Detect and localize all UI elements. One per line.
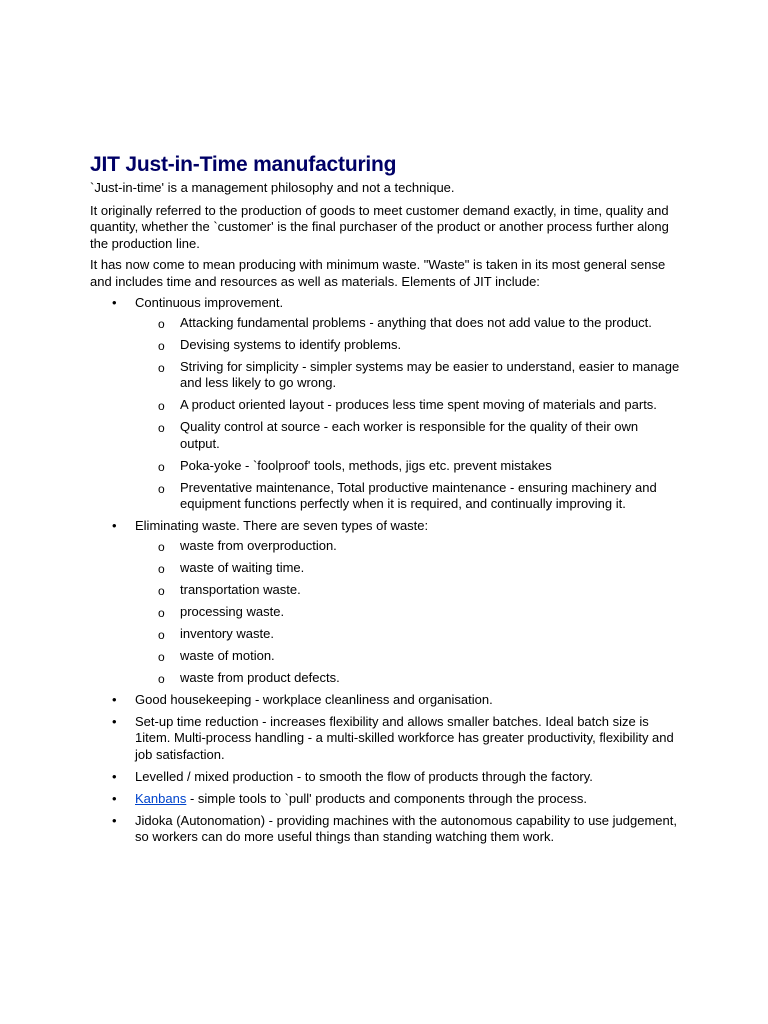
sublist-item [135,480,680,513]
circle-bullet-icon: o [158,399,165,413]
sublist-item-text: A product oriented layout - produces less time spent moving of materials and parts. [180,397,657,412]
list-item-eliminating-waste [90,518,680,686]
bullet-icon: • [112,691,117,707]
circle-bullet-icon: o [158,583,165,598]
sublist-waste-types [135,538,680,687]
sublist-item [135,315,680,332]
sublist-item [135,419,680,452]
sublist-item [135,538,680,555]
sublist-continuous-improvement [135,315,680,513]
list-item-good-housekeeping [90,692,680,709]
paragraph-definition: `Just-in-time' is a management philosophy and not a technique. [90,180,455,195]
sublist-item-text: Preventative maintenance, Total productive maintenance - ensuring machinery and equipment functions perfectly when it is required, and continually improving it. [180,479,657,511]
sublist-item [135,397,680,414]
circle-bullet-icon: o [158,316,165,331]
sublist-item-text: waste from product defects. [180,669,340,685]
circle-bullet-icon: o [158,360,165,375]
list-item-levelled-production [90,769,680,786]
bullet-icon: • [112,790,117,806]
sublist-item [135,626,680,643]
sublist-item-text: waste from overproduction. [180,537,337,553]
paragraph-origin: It originally referred to the production of goods to meet customer demand exactly, in time, quality and quantity, whether the `customer' is the final purchaser of the product or another process further along the production line. [90,202,669,251]
sublist-item-text: transportation waste. [180,581,301,597]
circle-bullet-icon: o [158,671,165,686]
list-item-jidoka [90,813,680,846]
list-item-text: Eliminating waste. There are seven types of waste: [135,518,429,533]
sublist-item-text: inventory waste. [180,625,274,641]
list-item-text: Set-up time reduction - increases flexibility and allows smaller batches. Ideal batch size is 1item. Multi-process handling - a multi-skilled workforce has greater productivity, flexibility and job satisfaction. [135,713,674,762]
sublist-item-text: waste of motion. [180,647,275,663]
bullet-icon: • [112,295,117,310]
circle-bullet-icon: o [158,539,165,554]
sublist-item [135,604,680,621]
list-item-continuous-improvement [90,295,680,513]
circle-bullet-icon: o [158,481,165,496]
list-item-setup-time-reduction [90,714,680,764]
sublist-item [135,337,680,354]
circle-bullet-icon: o [158,627,165,642]
bullet-icon: • [112,518,117,533]
list-item-text: Continuous improvement. [135,295,284,310]
circle-bullet-icon: o [158,605,165,620]
sublist-item-text: Attacking fundamental problems - anything that does not add value to the product. [180,314,652,330]
bullet-icon: • [112,768,117,784]
circle-bullet-icon: o [158,561,165,576]
circle-bullet-icon: o [158,421,165,435]
paragraph-waste: It has now come to mean producing with minimum waste. "Waste" is taken in its most general sense and includes time and resources as well as materials. Elements of JIT include: [90,257,666,289]
bullet-icon: • [112,812,117,828]
sublist-item [135,582,680,599]
jit-elements-list [90,295,680,846]
list-item-text: Jidoka (Autonomation) - providing machines with the autonomous capability to use judgement, so workers can do more useful things than standing watching them work. [135,812,677,844]
kanbans-link[interactable]: Kanbans [135,790,187,806]
sublist-item [135,359,680,392]
sublist-item-text: processing waste. [180,603,285,619]
list-item-kanbans [90,791,680,808]
sublist-item [135,458,680,475]
circle-bullet-icon: o [158,459,165,474]
circle-bullet-icon: o [158,338,165,353]
sublist-item-text: waste of waiting time. [180,559,305,575]
sublist-item-text: Poka-yoke - `foolproof' tools, methods, jigs etc. prevent mistakes [180,457,552,473]
circle-bullet-icon: o [158,649,165,664]
list-item-text: Good housekeeping - workplace cleanliness and organisation. [135,691,493,707]
sublist-item [135,648,680,665]
sublist-item [135,670,680,687]
page-title: JIT Just-in-Time manufacturing [90,153,397,176]
sublist-item-text: Quality control at source - each worker is responsible for the quality of their own output. [180,419,639,451]
sublist-item-text: Devising systems to identify problems. [180,336,402,352]
sublist-item-text: Striving for simplicity - simpler systems may be easier to understand, easier to manage and less likely to go wrong. [180,358,680,390]
article [90,150,680,851]
bullet-icon: • [112,713,117,729]
sublist-item [135,560,680,577]
list-item-text: Levelled / mixed production - to smooth the flow of products through the factory. [135,768,593,784]
list-item-text: - simple tools to `pull' products and components through the process. [186,790,587,806]
